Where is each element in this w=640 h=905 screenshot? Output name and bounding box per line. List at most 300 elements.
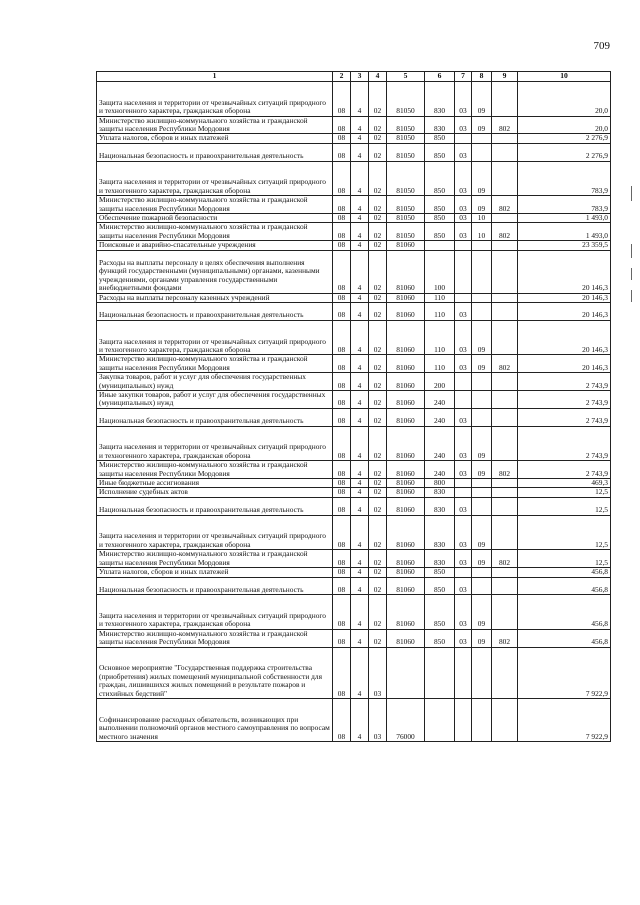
row-name: Национальная безопасность и правоохранительная деятельность <box>97 408 333 426</box>
chapter-code: 03 <box>455 515 472 550</box>
chapter-code: 03 <box>455 577 472 595</box>
chapter-code: 03 <box>455 320 472 355</box>
expense-type-code: 830 <box>425 550 455 568</box>
amount: 2 276,9 <box>518 143 611 161</box>
expense-type-code: 200 <box>425 373 455 391</box>
ministry-code <box>492 479 518 488</box>
section-code: 08 <box>333 699 351 742</box>
subsection-code: 09 <box>472 355 492 373</box>
expense-type-code: 240 <box>425 408 455 426</box>
table-row <box>97 577 611 595</box>
direction-code: 76000 <box>387 699 425 742</box>
subprogram-code: 02 <box>369 391 387 409</box>
column-header-5: 5 <box>387 72 425 82</box>
column-header-4: 4 <box>369 72 387 82</box>
state-program-code: 4 <box>351 82 369 117</box>
ministry-code: 802 <box>492 223 518 241</box>
subsection-code <box>472 497 492 515</box>
amount: 12,5 <box>518 497 611 515</box>
row-name: Защита населения и территории от чрезвычайных ситуаций природного и техногенного характера, гражданская оборона <box>97 161 333 196</box>
state-program-code: 4 <box>351 629 369 647</box>
expense-type-code: 850 <box>425 134 455 143</box>
amount: 20 146,3 <box>518 303 611 321</box>
column-header-8: 8 <box>472 72 492 82</box>
section-code: 08 <box>333 223 351 241</box>
subprogram-code: 02 <box>369 134 387 143</box>
table-row <box>97 550 611 568</box>
subprogram-code: 02 <box>369 568 387 577</box>
chapter-code: 03 <box>455 595 472 630</box>
chapter-code: 03 <box>455 303 472 321</box>
subsection-code <box>472 250 492 293</box>
row-name: Защита населения и территории от чрезвычайных ситуаций природного и техногенного характера, гражданская оборона <box>97 515 333 550</box>
table-row <box>97 568 611 577</box>
subprogram-code: 02 <box>369 629 387 647</box>
subprogram-code: 02 <box>369 250 387 293</box>
subsection-code <box>472 134 492 143</box>
subsection-code: 09 <box>472 550 492 568</box>
subsection-code <box>472 303 492 321</box>
amount: 1 493,0 <box>518 214 611 223</box>
subsection-code: 09 <box>472 116 492 134</box>
amount: 12,5 <box>518 488 611 497</box>
state-program-code: 4 <box>351 515 369 550</box>
ministry-code <box>492 426 518 461</box>
section-code: 08 <box>333 479 351 488</box>
header-row <box>97 72 611 82</box>
section-code: 08 <box>333 577 351 595</box>
state-program-code: 4 <box>351 408 369 426</box>
subsection-code: 09 <box>472 161 492 196</box>
expense-type-code: 830 <box>425 515 455 550</box>
amount: 456,8 <box>518 577 611 595</box>
state-program-code: 4 <box>351 426 369 461</box>
amount: 20 146,3 <box>518 293 611 302</box>
chapter-code: 03 <box>455 223 472 241</box>
state-program-code: 4 <box>351 161 369 196</box>
expense-type-code: 110 <box>425 293 455 302</box>
expense-type-code: 240 <box>425 461 455 479</box>
row-name: Защита населения и территории от чрезвычайных ситуаций природного и техногенного характера, гражданская оборона <box>97 82 333 117</box>
column-header-3: 3 <box>351 72 369 82</box>
ministry-code: 802 <box>492 629 518 647</box>
ministry-code <box>492 82 518 117</box>
direction-code: 81060 <box>387 515 425 550</box>
expense-type-code: 850 <box>425 143 455 161</box>
chapter-code: 03 <box>455 214 472 223</box>
row-name: Обеспечение пожарной безопасности <box>97 214 333 223</box>
subsection-code <box>472 293 492 302</box>
chapter-code <box>455 568 472 577</box>
ministry-code <box>492 647 518 698</box>
state-program-code: 4 <box>351 196 369 214</box>
subsection-code <box>472 479 492 488</box>
amount: 20 146,3 <box>518 250 611 293</box>
expense-type-code: 850 <box>425 629 455 647</box>
amount: 783,9 <box>518 196 611 214</box>
column-header-6: 6 <box>425 72 455 82</box>
amount: 20,0 <box>518 116 611 134</box>
subprogram-code: 02 <box>369 241 387 250</box>
direction-code: 81060 <box>387 408 425 426</box>
state-program-code: 4 <box>351 461 369 479</box>
subprogram-code: 02 <box>369 223 387 241</box>
section-code: 08 <box>333 391 351 409</box>
chapter-code: 03 <box>455 161 472 196</box>
amount: 23 359,5 <box>518 241 611 250</box>
ministry-code <box>492 391 518 409</box>
expense-type-code: 850 <box>425 161 455 196</box>
state-program-code: 4 <box>351 488 369 497</box>
amount: 2 743,9 <box>518 373 611 391</box>
subprogram-code: 02 <box>369 161 387 196</box>
section-code: 08 <box>333 161 351 196</box>
state-program-code: 4 <box>351 223 369 241</box>
ministry-code <box>492 214 518 223</box>
amount: 20,0 <box>518 82 611 117</box>
subsection-code: 10 <box>472 214 492 223</box>
table-row <box>97 320 611 355</box>
row-name: Закупка товаров, работ и услуг для обеспечения государственных (муниципальных) нужд <box>97 373 333 391</box>
subsection-code <box>472 488 492 497</box>
row-name: Защита населения и территории от чрезвычайных ситуаций природного и техногенного характера, гражданская оборона <box>97 320 333 355</box>
subsection-code <box>472 391 492 409</box>
chapter-code <box>455 488 472 497</box>
expense-type-code: 850 <box>425 568 455 577</box>
state-program-code: 4 <box>351 391 369 409</box>
state-program-code: 4 <box>351 373 369 391</box>
expense-type-code: 800 <box>425 479 455 488</box>
expense-type-code: 830 <box>425 116 455 134</box>
subprogram-code: 02 <box>369 515 387 550</box>
direction-code: 81060 <box>387 241 425 250</box>
table-header <box>97 72 611 82</box>
direction-code: 81050 <box>387 223 425 241</box>
column-header-2: 2 <box>333 72 351 82</box>
expense-type-code: 110 <box>425 355 455 373</box>
chapter-code <box>455 647 472 698</box>
row-name: Министерство жилищно-коммунального хозяйства и гражданской защиты населения Республики Мордовия <box>97 116 333 134</box>
amount: 1 493,0 <box>518 223 611 241</box>
subsection-code: 09 <box>472 595 492 630</box>
ministry-code: 802 <box>492 196 518 214</box>
amount: 456,8 <box>518 595 611 630</box>
direction-code: 81050 <box>387 161 425 196</box>
chapter-code <box>455 479 472 488</box>
section-code: 08 <box>333 250 351 293</box>
table-row <box>97 461 611 479</box>
subsection-code <box>472 577 492 595</box>
expense-type-code: 240 <box>425 426 455 461</box>
direction-code: 81050 <box>387 82 425 117</box>
amount: 456,8 <box>518 629 611 647</box>
expense-type-code: 240 <box>425 391 455 409</box>
row-name: Защита населения и территории от чрезвычайных ситуаций природного и техногенного характера, гражданская оборона <box>97 595 333 630</box>
row-name: Министерство жилищно-коммунального хозяйства и гражданской защиты населения Республики Мордовия <box>97 223 333 241</box>
subprogram-code: 02 <box>369 577 387 595</box>
row-name: Министерство жилищно-коммунального хозяйства и гражданской защиты населения Республики Мордовия <box>97 461 333 479</box>
expense-type-code: 850 <box>425 223 455 241</box>
state-program-code: 4 <box>351 303 369 321</box>
chapter-code: 03 <box>455 461 472 479</box>
table-row <box>97 303 611 321</box>
table-row <box>97 293 611 302</box>
table-row <box>97 241 611 250</box>
row-name: Поисковые и аварийно-спасательные учреждения <box>97 241 333 250</box>
table-row <box>97 408 611 426</box>
state-program-code: 4 <box>351 479 369 488</box>
row-name: Министерство жилищно-коммунального хозяйства и гражданской защиты населения Республики Мордовия <box>97 355 333 373</box>
chapter-code: 03 <box>455 426 472 461</box>
table-row <box>97 196 611 214</box>
chapter-code <box>455 241 472 250</box>
amount: 2 743,9 <box>518 408 611 426</box>
section-code: 08 <box>333 241 351 250</box>
subsection-code: 09 <box>472 196 492 214</box>
table-row <box>97 391 611 409</box>
ministry-code <box>492 595 518 630</box>
direction-code: 81060 <box>387 426 425 461</box>
chapter-code: 03 <box>455 196 472 214</box>
table-row <box>97 116 611 134</box>
direction-code <box>387 647 425 698</box>
state-program-code: 4 <box>351 568 369 577</box>
chapter-code <box>455 293 472 302</box>
subprogram-code: 02 <box>369 143 387 161</box>
ministry-code: 802 <box>492 461 518 479</box>
section-code: 08 <box>333 355 351 373</box>
state-program-code: 4 <box>351 250 369 293</box>
row-name: Министерство жилищно-коммунального хозяйства и гражданской защиты населения Республики Мордовия <box>97 629 333 647</box>
section-code: 08 <box>333 214 351 223</box>
chapter-code <box>455 391 472 409</box>
subprogram-code: 02 <box>369 116 387 134</box>
expense-type-code: 850 <box>425 196 455 214</box>
ministry-code <box>492 515 518 550</box>
row-name: Уплата налогов, сборов и иных платежей <box>97 134 333 143</box>
ministry-code <box>492 373 518 391</box>
direction-code: 81060 <box>387 391 425 409</box>
row-name: Исполнение судебных актов <box>97 488 333 497</box>
state-program-code: 4 <box>351 214 369 223</box>
section-code: 08 <box>333 550 351 568</box>
subprogram-code: 02 <box>369 320 387 355</box>
expense-type-code: 110 <box>425 303 455 321</box>
section-code: 08 <box>333 488 351 497</box>
expense-type-code: 850 <box>425 577 455 595</box>
section-code: 08 <box>333 647 351 698</box>
ministry-code <box>492 497 518 515</box>
expense-type-code: 100 <box>425 250 455 293</box>
subsection-code <box>472 143 492 161</box>
state-program-code: 4 <box>351 550 369 568</box>
table-row <box>97 161 611 196</box>
chapter-code: 03 <box>455 82 472 117</box>
section-code: 08 <box>333 497 351 515</box>
subsection-code: 09 <box>472 426 492 461</box>
ministry-code <box>492 303 518 321</box>
page-number: 709 <box>593 40 610 52</box>
column-header-9: 9 <box>492 72 518 82</box>
direction-code: 81050 <box>387 134 425 143</box>
subprogram-code: 02 <box>369 488 387 497</box>
ministry-code <box>492 241 518 250</box>
table-row <box>97 223 611 241</box>
table-row <box>97 214 611 223</box>
row-name: Уплата налогов, сборов и иных платежей <box>97 568 333 577</box>
subsection-code: 09 <box>472 320 492 355</box>
direction-code: 81060 <box>387 550 425 568</box>
section-code: 08 <box>333 303 351 321</box>
ministry-code <box>492 568 518 577</box>
ministry-code <box>492 250 518 293</box>
table-row <box>97 595 611 630</box>
row-name: Иные бюджетные ассигнования <box>97 479 333 488</box>
ministry-code <box>492 320 518 355</box>
row-name: Министерство жилищно-коммунального хозяйства и гражданской защиты населения Республики Мордовия <box>97 550 333 568</box>
subprogram-code: 02 <box>369 303 387 321</box>
expense-type-code: 830 <box>425 497 455 515</box>
table-row <box>97 488 611 497</box>
subprogram-code: 02 <box>369 497 387 515</box>
subsection-code: 09 <box>472 629 492 647</box>
margin-mark <box>631 268 632 280</box>
expense-type-code: 830 <box>425 82 455 117</box>
chapter-code: 03 <box>455 355 472 373</box>
state-program-code: 4 <box>351 116 369 134</box>
amount: 7 922,9 <box>518 647 611 698</box>
direction-code: 81060 <box>387 461 425 479</box>
budget-table <box>96 71 611 742</box>
state-program-code: 4 <box>351 647 369 698</box>
direction-code: 81060 <box>387 303 425 321</box>
direction-code: 81060 <box>387 568 425 577</box>
section-code: 08 <box>333 134 351 143</box>
table-body <box>97 82 611 742</box>
expense-type-code <box>425 699 455 742</box>
section-code: 08 <box>333 143 351 161</box>
amount: 12,5 <box>518 515 611 550</box>
direction-code: 81060 <box>387 320 425 355</box>
expense-type-code: 110 <box>425 320 455 355</box>
subsection-code: 09 <box>472 461 492 479</box>
section-code: 08 <box>333 408 351 426</box>
subprogram-code: 02 <box>369 82 387 117</box>
table-row <box>97 250 611 293</box>
section-code: 08 <box>333 515 351 550</box>
table-row <box>97 355 611 373</box>
expense-type-code: 830 <box>425 488 455 497</box>
amount: 20 146,3 <box>518 355 611 373</box>
state-program-code: 4 <box>351 320 369 355</box>
table-row <box>97 515 611 550</box>
direction-code: 81050 <box>387 196 425 214</box>
expense-type-code: 850 <box>425 595 455 630</box>
table-row <box>97 629 611 647</box>
row-name: Национальная безопасность и правоохранительная деятельность <box>97 497 333 515</box>
column-header-10: 10 <box>518 72 611 82</box>
chapter-code: 03 <box>455 143 472 161</box>
table-row <box>97 479 611 488</box>
row-name: Расходы на выплаты персоналу казенных учреждений <box>97 293 333 302</box>
direction-code: 81060 <box>387 577 425 595</box>
direction-code: 81060 <box>387 629 425 647</box>
subprogram-code: 02 <box>369 408 387 426</box>
table-row <box>97 699 611 742</box>
table-row <box>97 134 611 143</box>
direction-code: 81060 <box>387 595 425 630</box>
state-program-code: 4 <box>351 497 369 515</box>
chapter-code: 03 <box>455 497 472 515</box>
table-row <box>97 426 611 461</box>
direction-code: 81050 <box>387 214 425 223</box>
state-program-code: 4 <box>351 293 369 302</box>
subprogram-code: 03 <box>369 647 387 698</box>
row-name: Министерство жилищно-коммунального хозяйства и гражданской защиты населения Республики Мордовия <box>97 196 333 214</box>
direction-code: 81060 <box>387 355 425 373</box>
ministry-code <box>492 577 518 595</box>
expense-type-code: 850 <box>425 214 455 223</box>
section-code: 08 <box>333 82 351 117</box>
direction-code: 81060 <box>387 479 425 488</box>
amount: 20 146,3 <box>518 320 611 355</box>
amount: 2 743,9 <box>518 391 611 409</box>
table-row <box>97 647 611 698</box>
subsection-code <box>472 408 492 426</box>
section-code: 08 <box>333 196 351 214</box>
amount: 2 276,9 <box>518 134 611 143</box>
ministry-code: 802 <box>492 550 518 568</box>
amount: 469,3 <box>518 479 611 488</box>
ministry-code <box>492 134 518 143</box>
column-header-7: 7 <box>455 72 472 82</box>
ministry-code: 802 <box>492 116 518 134</box>
chapter-code <box>455 373 472 391</box>
amount: 783,9 <box>518 161 611 196</box>
section-code: 08 <box>333 373 351 391</box>
chapter-code <box>455 134 472 143</box>
chapter-code: 03 <box>455 550 472 568</box>
row-name: Национальная безопасность и правоохранительная деятельность <box>97 303 333 321</box>
section-code: 08 <box>333 116 351 134</box>
amount: 2 743,9 <box>518 461 611 479</box>
direction-code: 81060 <box>387 497 425 515</box>
section-code: 08 <box>333 293 351 302</box>
chapter-code <box>455 250 472 293</box>
section-code: 08 <box>333 426 351 461</box>
direction-code: 81060 <box>387 250 425 293</box>
amount: 12,5 <box>518 550 611 568</box>
ministry-code <box>492 293 518 302</box>
margin-mark <box>631 186 632 201</box>
expense-type-code <box>425 241 455 250</box>
subsection-code: 09 <box>472 515 492 550</box>
subprogram-code: 02 <box>369 461 387 479</box>
subprogram-code: 02 <box>369 293 387 302</box>
subprogram-code: 02 <box>369 595 387 630</box>
subprogram-code: 02 <box>369 426 387 461</box>
subsection-code <box>472 568 492 577</box>
ministry-code <box>492 143 518 161</box>
subprogram-code: 02 <box>369 550 387 568</box>
amount: 2 743,9 <box>518 426 611 461</box>
expense-type-code <box>425 647 455 698</box>
direction-code: 81060 <box>387 293 425 302</box>
direction-code: 81060 <box>387 373 425 391</box>
subprogram-code: 03 <box>369 699 387 742</box>
ministry-code <box>492 488 518 497</box>
table-row <box>97 497 611 515</box>
